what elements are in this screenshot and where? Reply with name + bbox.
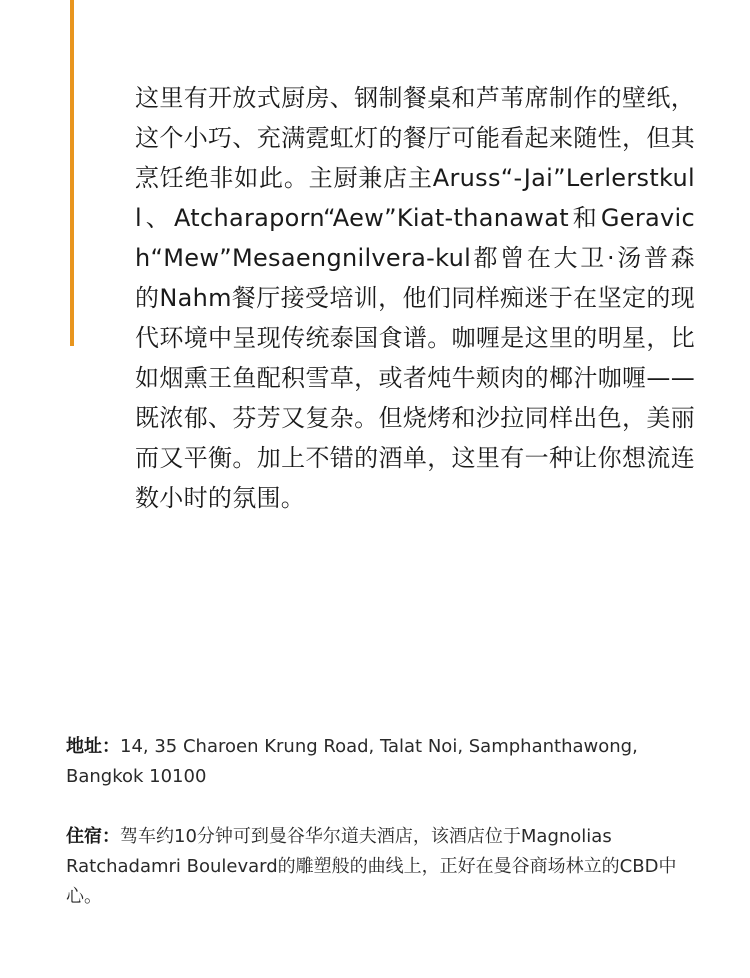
accent-bar: [70, 0, 74, 346]
address-label: 地址：: [66, 736, 120, 757]
address-info: [66, 732, 690, 792]
accommodation-info: [66, 822, 690, 912]
address-value: 14, 35 Charoen Krung Road, Talat Noi, Samphanthawong, Bangkok 10100: [66, 736, 638, 787]
accommodation-value: 驾车约10分钟可到曼谷华尔道夫酒店，该酒店位于Magnolias Ratchadamri Boulevard的雕塑般的曲线上，正好在曼谷商场林立的CBD中心。: [66, 826, 677, 907]
article-body: 这里有开放式厨房、钢制餐桌和芦苇席制作的壁纸，这个小巧、充满霓虹灯的餐厅可能看起来随性，但其烹饪绝非如此。主厨兼店主Aruss“-Jai”Lerlerstkull、Atcharaporn“Aew”Kiat-thanawat和Geravich“Mew”Mesaengnilvera-kul都曾在大卫·汤普森的Nahm餐厅接受培训，他们同样痴迷于在坚定的现代环境中呈现传统泰国食谱。咖喱是这里的明星，比如烟熏王鱼配积雪草，或者炖牛颊肉的椰汁咖喱——既浓郁、芬芳又复杂。但烧烤和沙拉同样出色，美丽而又平衡。加上不错的酒单，这里有一种让你想流连数小时的氛围。: [135, 84, 695, 512]
accommodation-label: 住宿：: [66, 826, 120, 847]
